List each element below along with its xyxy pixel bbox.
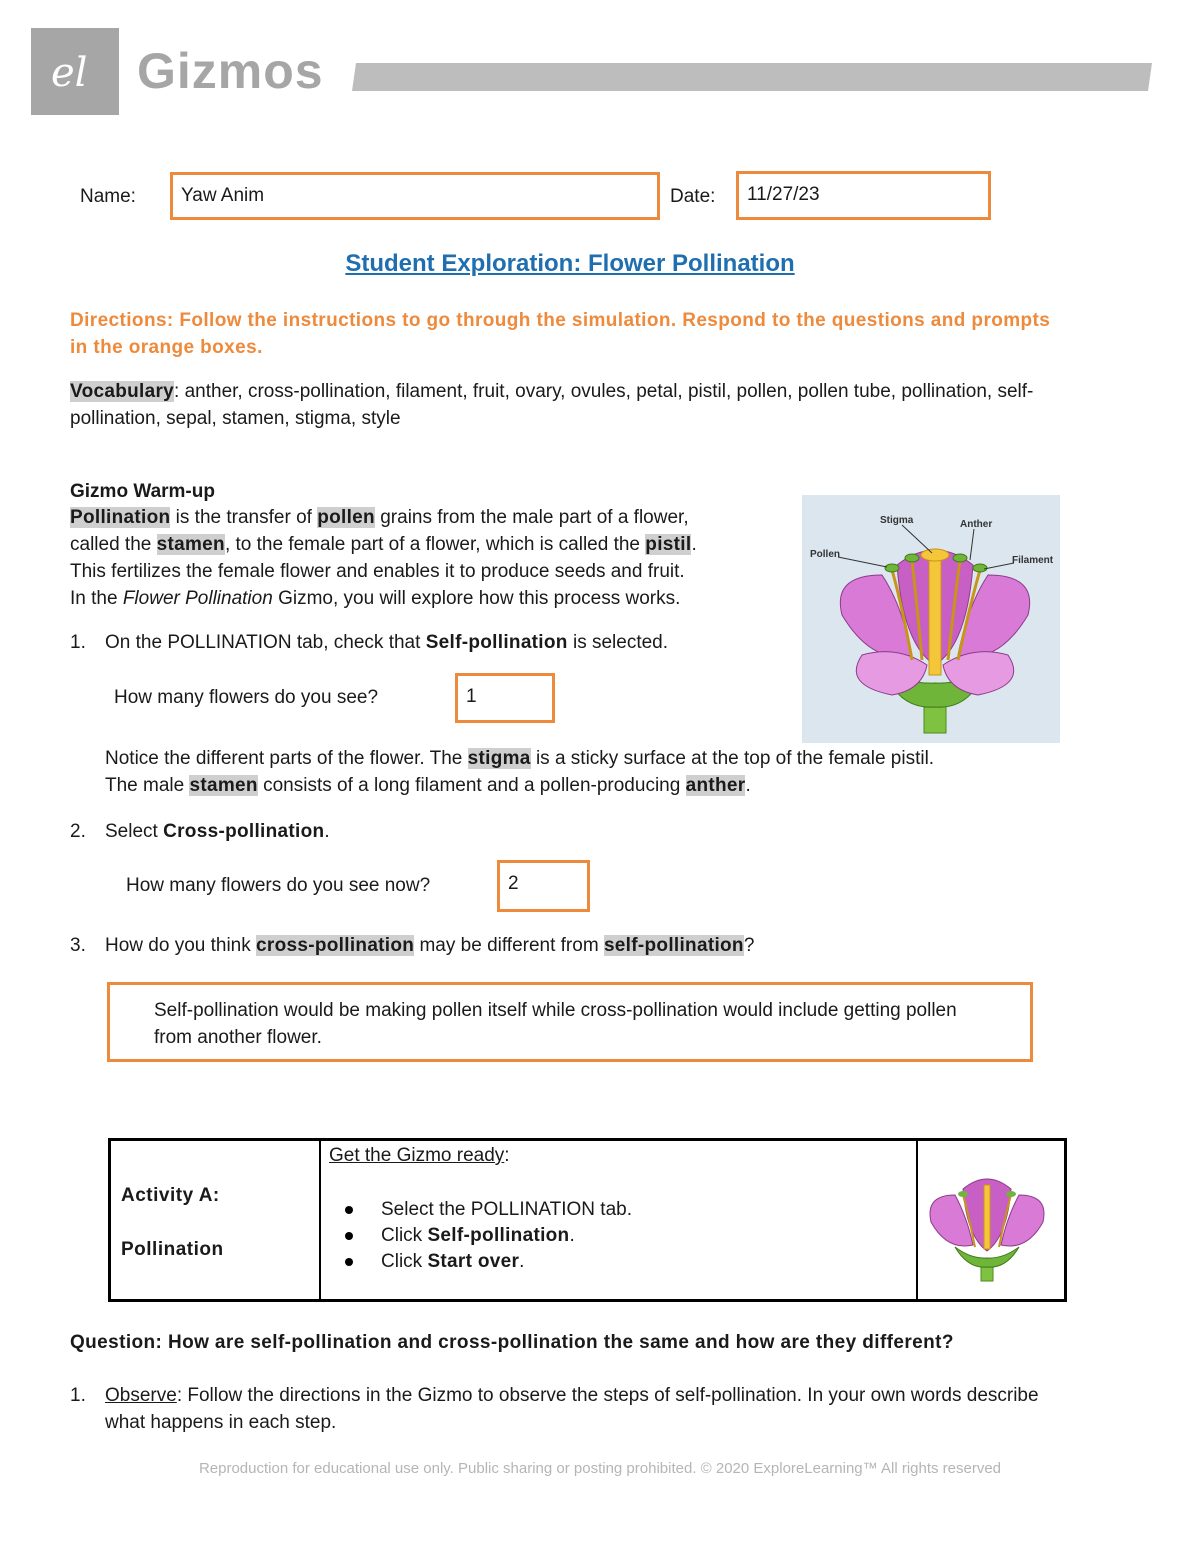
q2-text xyxy=(105,818,805,845)
text-span: ? xyxy=(743,935,755,956)
activity-title: Activity A: xyxy=(121,1185,220,1206)
bold-text: Start over xyxy=(427,1251,520,1272)
observe-number: 1. xyxy=(70,1385,86,1406)
text-span: called the xyxy=(70,534,157,555)
text-span: , to the female part of a flower, which is called the xyxy=(224,534,646,555)
term-cross-pollination: cross-pollination xyxy=(256,935,415,956)
q2-prompt: How many flowers do you see now? xyxy=(126,875,431,896)
q1-number: 1. xyxy=(70,632,86,653)
vocabulary-label: Vocabulary xyxy=(70,381,175,402)
logo-icon xyxy=(31,28,119,115)
term-anther: anther xyxy=(685,775,746,796)
table-divider xyxy=(319,1141,321,1299)
filament-label: Filament xyxy=(1012,555,1054,566)
name-field[interactable] xyxy=(170,172,660,220)
activity-subtitle: Pollination xyxy=(121,1239,224,1260)
explorelearning-logo xyxy=(31,28,119,115)
text-span: . xyxy=(324,821,330,842)
q2-number: 2. xyxy=(70,821,86,842)
bold-text: Self-pollination xyxy=(427,1225,570,1246)
name-value: Yaw Anim xyxy=(181,185,265,206)
text-span: is selected. xyxy=(567,632,669,653)
q1-prompt: How many flowers do you see? xyxy=(114,687,379,708)
stigma-label: Stigma xyxy=(880,515,914,526)
term-pollen: pollen xyxy=(317,507,375,528)
q2-answer-value: 2 xyxy=(508,873,519,894)
q1-answer-value: 1 xyxy=(466,686,477,707)
warmup-paragraph xyxy=(70,504,790,612)
gizmo-ready-heading xyxy=(329,1145,510,1167)
observe-text xyxy=(105,1382,1045,1436)
page-title: Student Exploration: Flower Pollination xyxy=(345,250,795,277)
svg-text:el: el xyxy=(51,50,88,96)
vocabulary-paragraph xyxy=(70,378,1070,432)
date-field[interactable] xyxy=(736,171,991,220)
gizmo-ready-label: Get the Gizmo ready xyxy=(329,1145,505,1166)
text-span: The male xyxy=(105,775,190,796)
q3-text xyxy=(105,932,1005,959)
observe-label: Observe xyxy=(105,1385,177,1406)
term-pollination: Pollination xyxy=(70,507,171,528)
name-label: Name: xyxy=(80,186,136,207)
directions-text: Directions: Follow the instructions to go through the simulation. Respond to the questions and prompts in the orange boxes. xyxy=(70,310,1051,358)
q2-answer-field[interactable] xyxy=(497,860,590,912)
setup-steps xyxy=(357,1197,632,1275)
term-pistil: pistil xyxy=(645,534,692,555)
text-span: Notice the different parts of the flower. The xyxy=(105,748,468,769)
list-item xyxy=(381,1223,632,1249)
date-value: 11/27/23 xyxy=(747,184,820,205)
q1-text xyxy=(105,629,805,656)
flower-diagram xyxy=(802,495,1060,743)
text-span: Gizmo, you will explore how this process works. xyxy=(272,588,681,609)
anther-label: Anther xyxy=(960,519,993,530)
text-span: consists of a long filament and a pollen-producing xyxy=(257,775,686,796)
text-span: may be different from xyxy=(414,935,604,956)
text-span: : Follow the directions in the Gizmo to observe the steps of self-pollination. In your own words describe what happens in each step. xyxy=(105,1385,1039,1433)
list-item xyxy=(381,1249,632,1275)
vocabulary-terms: : anther, cross-pollination, filament, fruit, ovary, ovules, petal, pistil, pollen, pollen tube, pollination, self-pollination, sepal, stamen, stigma, style xyxy=(70,381,1034,429)
text-span: . xyxy=(691,534,697,555)
gizmo-name: Flower Pollination xyxy=(122,588,273,609)
text-span: . xyxy=(745,775,751,796)
brand-name: Gizmos xyxy=(137,43,324,99)
term-stamen: stamen xyxy=(189,775,258,796)
text-span: grains from the male part of a flower, xyxy=(374,507,689,528)
warmup-line: This fertilizes the female flower and enables it to produce seeds and fruit. xyxy=(70,561,685,582)
q3-answer-value: Self-pollination would be making pollen itself while cross-pollination would include getting pollen from another flower. xyxy=(154,1000,957,1048)
date-label: Date: xyxy=(670,186,716,207)
text-span: Select xyxy=(105,821,164,842)
text-span: is a sticky surface at the top of the female pistil. xyxy=(530,748,935,769)
term-stamen: stamen xyxy=(156,534,225,555)
text-span: . xyxy=(569,1225,575,1246)
q3-number: 3. xyxy=(70,935,86,956)
table-divider xyxy=(916,1141,918,1299)
activity-question: Question: How are self-pollination and cross-pollination the same and how are they different? xyxy=(70,1332,954,1353)
header-divider-bar xyxy=(352,63,1152,91)
text-span: Click xyxy=(381,1225,428,1246)
activity-table xyxy=(108,1138,1067,1302)
text-span: Select the POLLINATION tab. xyxy=(381,1199,632,1220)
text-span: On the POLLINATION tab, check that xyxy=(105,632,426,653)
self-pollination-bold: Self-pollination xyxy=(425,632,568,653)
text-span: In the xyxy=(70,588,123,609)
text-span: : xyxy=(504,1145,510,1166)
q3-answer-field[interactable] xyxy=(107,982,1033,1062)
text-span: How do you think xyxy=(105,935,257,956)
cross-pollination-bold: Cross-pollination xyxy=(163,821,325,842)
flower-thumbnail xyxy=(923,1167,1053,1285)
pollen-label: Pollen xyxy=(810,549,841,560)
warmup-heading: Gizmo Warm-up xyxy=(70,481,215,502)
q1-notice xyxy=(105,745,1065,799)
text-span: is the transfer of xyxy=(170,507,318,528)
text-span: . xyxy=(519,1251,525,1272)
term-stigma: stigma xyxy=(467,748,531,769)
text-span: Click xyxy=(381,1251,428,1272)
term-self-pollination: self-pollination xyxy=(603,935,744,956)
q1-answer-field[interactable] xyxy=(455,673,555,723)
list-item xyxy=(381,1197,632,1223)
copyright-footer: Reproduction for educational use only. Public sharing or posting prohibited. © 2020 ExploreLearning™ All rights reserved xyxy=(198,1460,1002,1477)
